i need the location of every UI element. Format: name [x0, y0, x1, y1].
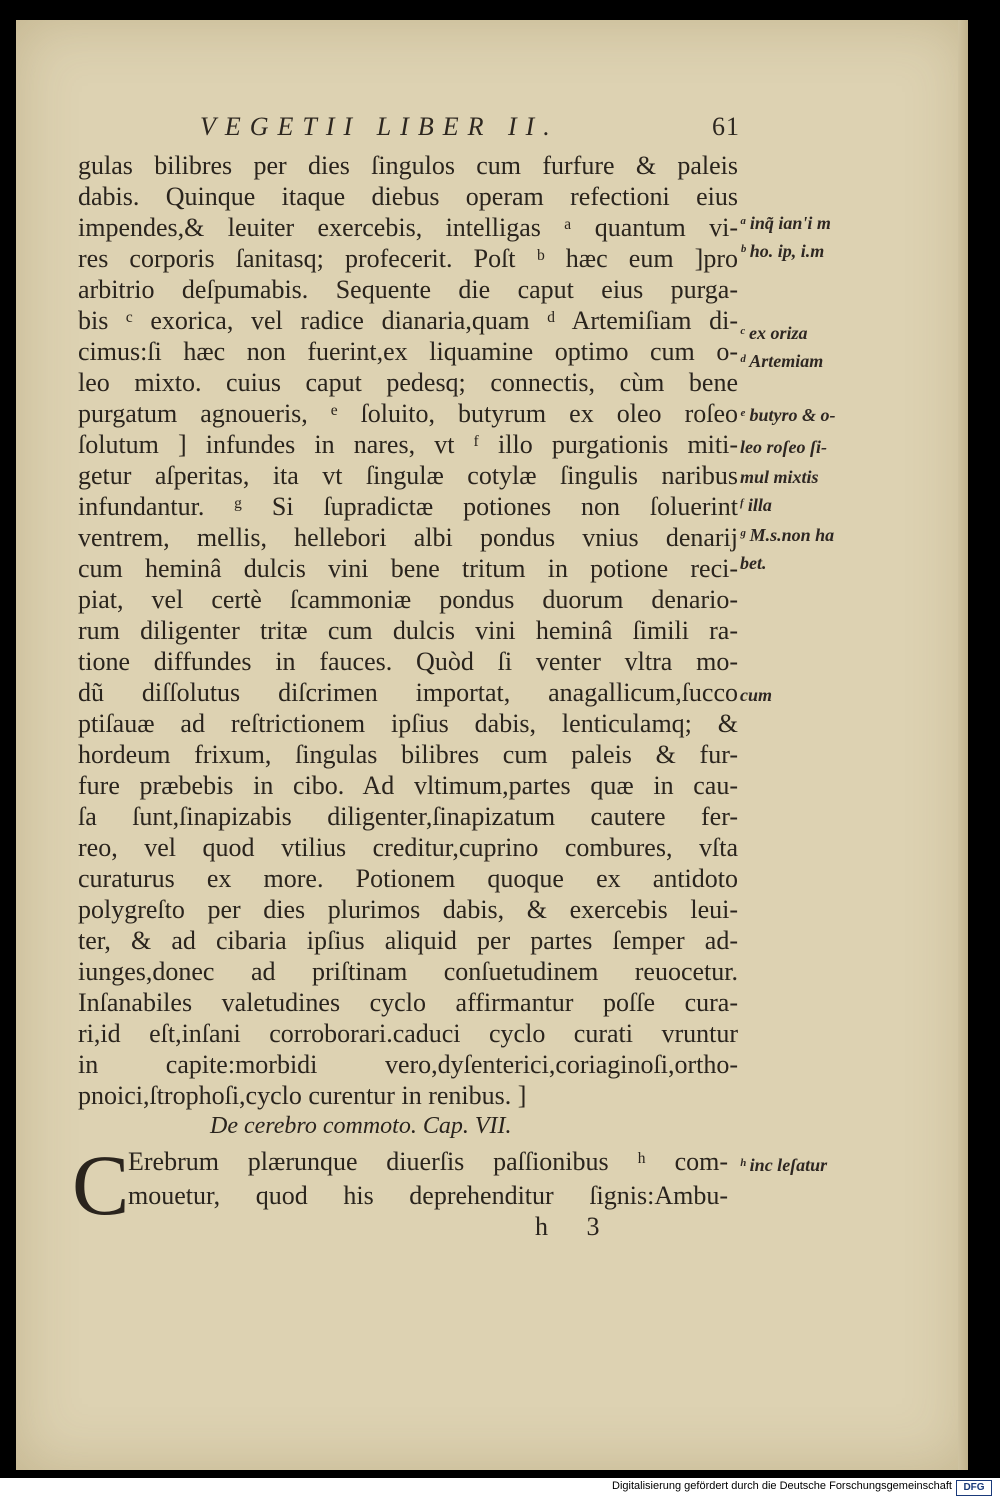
text-line: dabis. Quinque itaque diebus operam refectioni eius	[78, 182, 738, 211]
margin-note: ᵉ butyro & o-	[740, 405, 836, 425]
text-line: ventrem, mellis, hellebori albi pondus vnius denarij	[78, 523, 738, 552]
text-line: rum diligenter tritæ cum dulcis vini heminâ ſimili ra-	[78, 616, 738, 645]
text-line: in capite:morbidi vero,dyſenterici,coriaginoſi,ortho-	[78, 1050, 738, 1079]
text-line: impendes,& leuiter exercebis, intelligas ᵃ quantum vi-	[78, 213, 738, 242]
main-text-block	[78, 150, 738, 1111]
text-line: bis ᶜ exorica, vel radice dianaria,quam ᵈ Artemiſiam di-	[78, 306, 738, 335]
funding-credit: Digitalisierung gefördert durch die Deutsche Forschungsgemeinschaft	[612, 1480, 952, 1492]
text-line: getur aſperitas, ita vt ſingulæ cotylæ ſingulis naribus	[78, 461, 738, 490]
text-line: ſolutum ] infundes in nares, vt ᶠ illo purgationis miti-	[78, 430, 738, 459]
running-header	[200, 112, 740, 142]
margin-note: ʰ inc leſatur	[740, 1155, 828, 1175]
text-line: Inſanabiles valetudines cyclo affirmantur poſſe cura-	[78, 988, 738, 1017]
signature-mark: h 3	[535, 1212, 616, 1241]
text-line: ri,id eſt,inſani corroborari.caduci cyclo curati vruntur	[78, 1019, 738, 1048]
chapter-line: mouetur, quod his deprehenditur ſignis:Ambu-	[128, 1181, 728, 1210]
running-title: VEGETII LIBER II.	[200, 112, 559, 141]
text-line: infundantur. ᵍ Si ſupradictæ potiones non ſoluerint	[78, 492, 738, 521]
margin-note: ᵃ inq̃ ian'i m	[740, 213, 831, 233]
text-line: arbitrio deſpumabis. Sequente die caput eius purga-	[78, 275, 738, 304]
margin-note: leo roſeo ſi-	[740, 437, 827, 457]
text-line: pnoici,ſtrophoſi,cyclo curentur in renibus. ]	[78, 1081, 527, 1110]
margin-note: cum	[740, 685, 773, 705]
page-edge	[958, 20, 968, 1470]
text-line: leo mixto. cuius caput pedesq; connectis, cùm bene	[78, 368, 738, 397]
margin-note: ᶜ ex oriza	[740, 323, 808, 343]
text-line: reo, vel quod vtilius creditur,cuprino combures, vſta	[78, 833, 738, 862]
text-line: ſa ſunt,ſinapizabis diligenter,ſinapizatum cautere fer-	[78, 802, 738, 831]
text-line: res corporis ſanitasq; profecerit. Poſt ᵇ hæc eum ]pro	[78, 244, 738, 273]
margin-note: ᵍ M.s.non ha	[740, 525, 835, 545]
text-line: tione diffundes in fauces. Quòd ſi venter vltra mo-	[78, 647, 738, 676]
page-number: 61	[712, 112, 740, 141]
text-line: iunges,donec ad priſtinam conſuetudinem reuocetur.	[78, 957, 738, 986]
footer-bar	[0, 1478, 1000, 1499]
text-line: piat, vel certè ſcammoniæ pondus duorum denario-	[78, 585, 738, 614]
dfg-logo: DFG	[956, 1480, 992, 1496]
text-line: curaturus ex more. Potionem quoque ex antidoto	[78, 864, 738, 893]
margin-note: ᶠ illa	[740, 495, 772, 515]
text-line: cimus:ſi hæc non fuerint,ex liquamine optimo cum o-	[78, 337, 738, 366]
text-line: polygreſto per dies plurimos dabis, & exercebis leui-	[78, 895, 738, 924]
margin-note: ᵇ ho. ip, i.m	[740, 241, 825, 261]
margin-note: bet.	[740, 553, 767, 573]
chapter-heading: De cerebro commoto. Cap. VII.	[210, 1113, 512, 1139]
text-line: purgatum agnoueris, ᵉ ſoluito, butyrum ex oleo roſeo	[78, 399, 738, 428]
text-line: ter, & ad cibaria ipſius aliquid per partes ſemper ad-	[78, 926, 738, 955]
chapter-line: Erebrum plærunque diuerſis paſſionibus ʰ com-	[128, 1147, 728, 1176]
drop-cap: C	[72, 1137, 130, 1233]
text-line: cum heminâ dulcis vini bene tritum in potione reci-	[78, 554, 738, 583]
text-line: hordeum frixum, ſingulas bilibres cum paleis & fur-	[78, 740, 738, 769]
text-line: fure præbebis in cibo. Ad vltimum,partes quæ in cau-	[78, 771, 738, 800]
text-line: dũ diſſolutus diſcrimen importat, anagallicum,ſucco	[78, 678, 738, 707]
margin-note: mul mixtis	[740, 467, 819, 487]
text-line: ptiſauæ ad reſtrictionem ipſius dabis, lenticulamq; &	[78, 709, 738, 738]
text-line: gulas bilibres per dies ſingulos cum furfure & paleis	[78, 151, 738, 180]
margin-note: ᵈ Artemiam	[740, 351, 824, 371]
